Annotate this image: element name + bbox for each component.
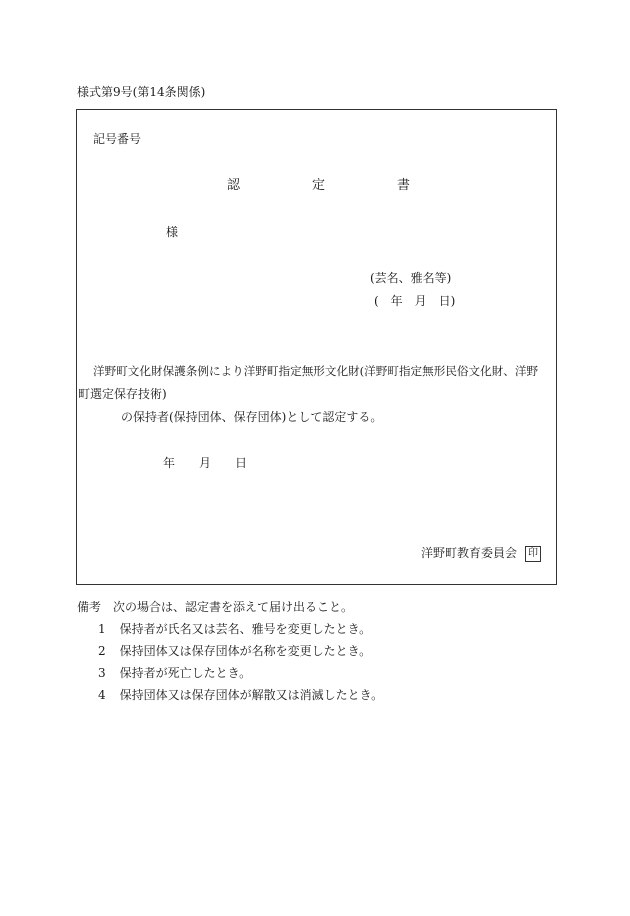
notes-heading-line [77,599,353,615]
form-label: 様式第9号(第14条関係) [77,85,206,99]
issuer-name: 洋野町教育委員会 [421,546,518,560]
note-item-number: 4 [98,688,106,702]
title-char-3: 書 [397,178,411,193]
note-item-text: 保持者が死亡したとき。 [119,666,252,680]
note-item-text: 保持者が氏名又は芸名、雅号を変更したとき。 [119,622,372,636]
addressee-suffix: 様 [166,225,179,239]
note-item [98,621,371,637]
notes-intro: 次の場合は、認定書を添えて届け出ること。 [113,600,354,614]
birth-date-note: ( 年 月 日) [374,294,456,308]
note-item-number: 3 [98,666,106,680]
record-number-label: 記号番号 [93,132,142,146]
note-item-number: 1 [98,622,106,636]
title-char-1: 認 [227,178,241,193]
notes-heading: 備考 [77,600,102,614]
note-item-text: 保持団体又は保存団体が解散又は消滅したとき。 [119,688,384,702]
date-line: 年 月 日 [163,456,248,470]
issuer-block [421,545,541,562]
stage-name-note: (芸名、雅名等) [370,271,452,285]
note-item-number: 2 [98,644,106,658]
note-item [98,665,251,681]
title-char-2: 定 [312,178,326,193]
seal-mark: 印 [525,546,541,562]
note-item-text: 保持団体又は保存団体が名称を変更したとき。 [119,644,372,658]
body-line-3: の保持者(保持団体、保存団体)として認定する。 [121,410,383,424]
body-line-2: 町選定保存技術) [78,387,167,401]
body-line-1: 洋野町文化財保護条例により洋野町指定無形文化財(洋野町指定無形民俗文化財、洋野 [93,364,539,378]
note-item [98,687,383,703]
note-item [98,643,371,659]
